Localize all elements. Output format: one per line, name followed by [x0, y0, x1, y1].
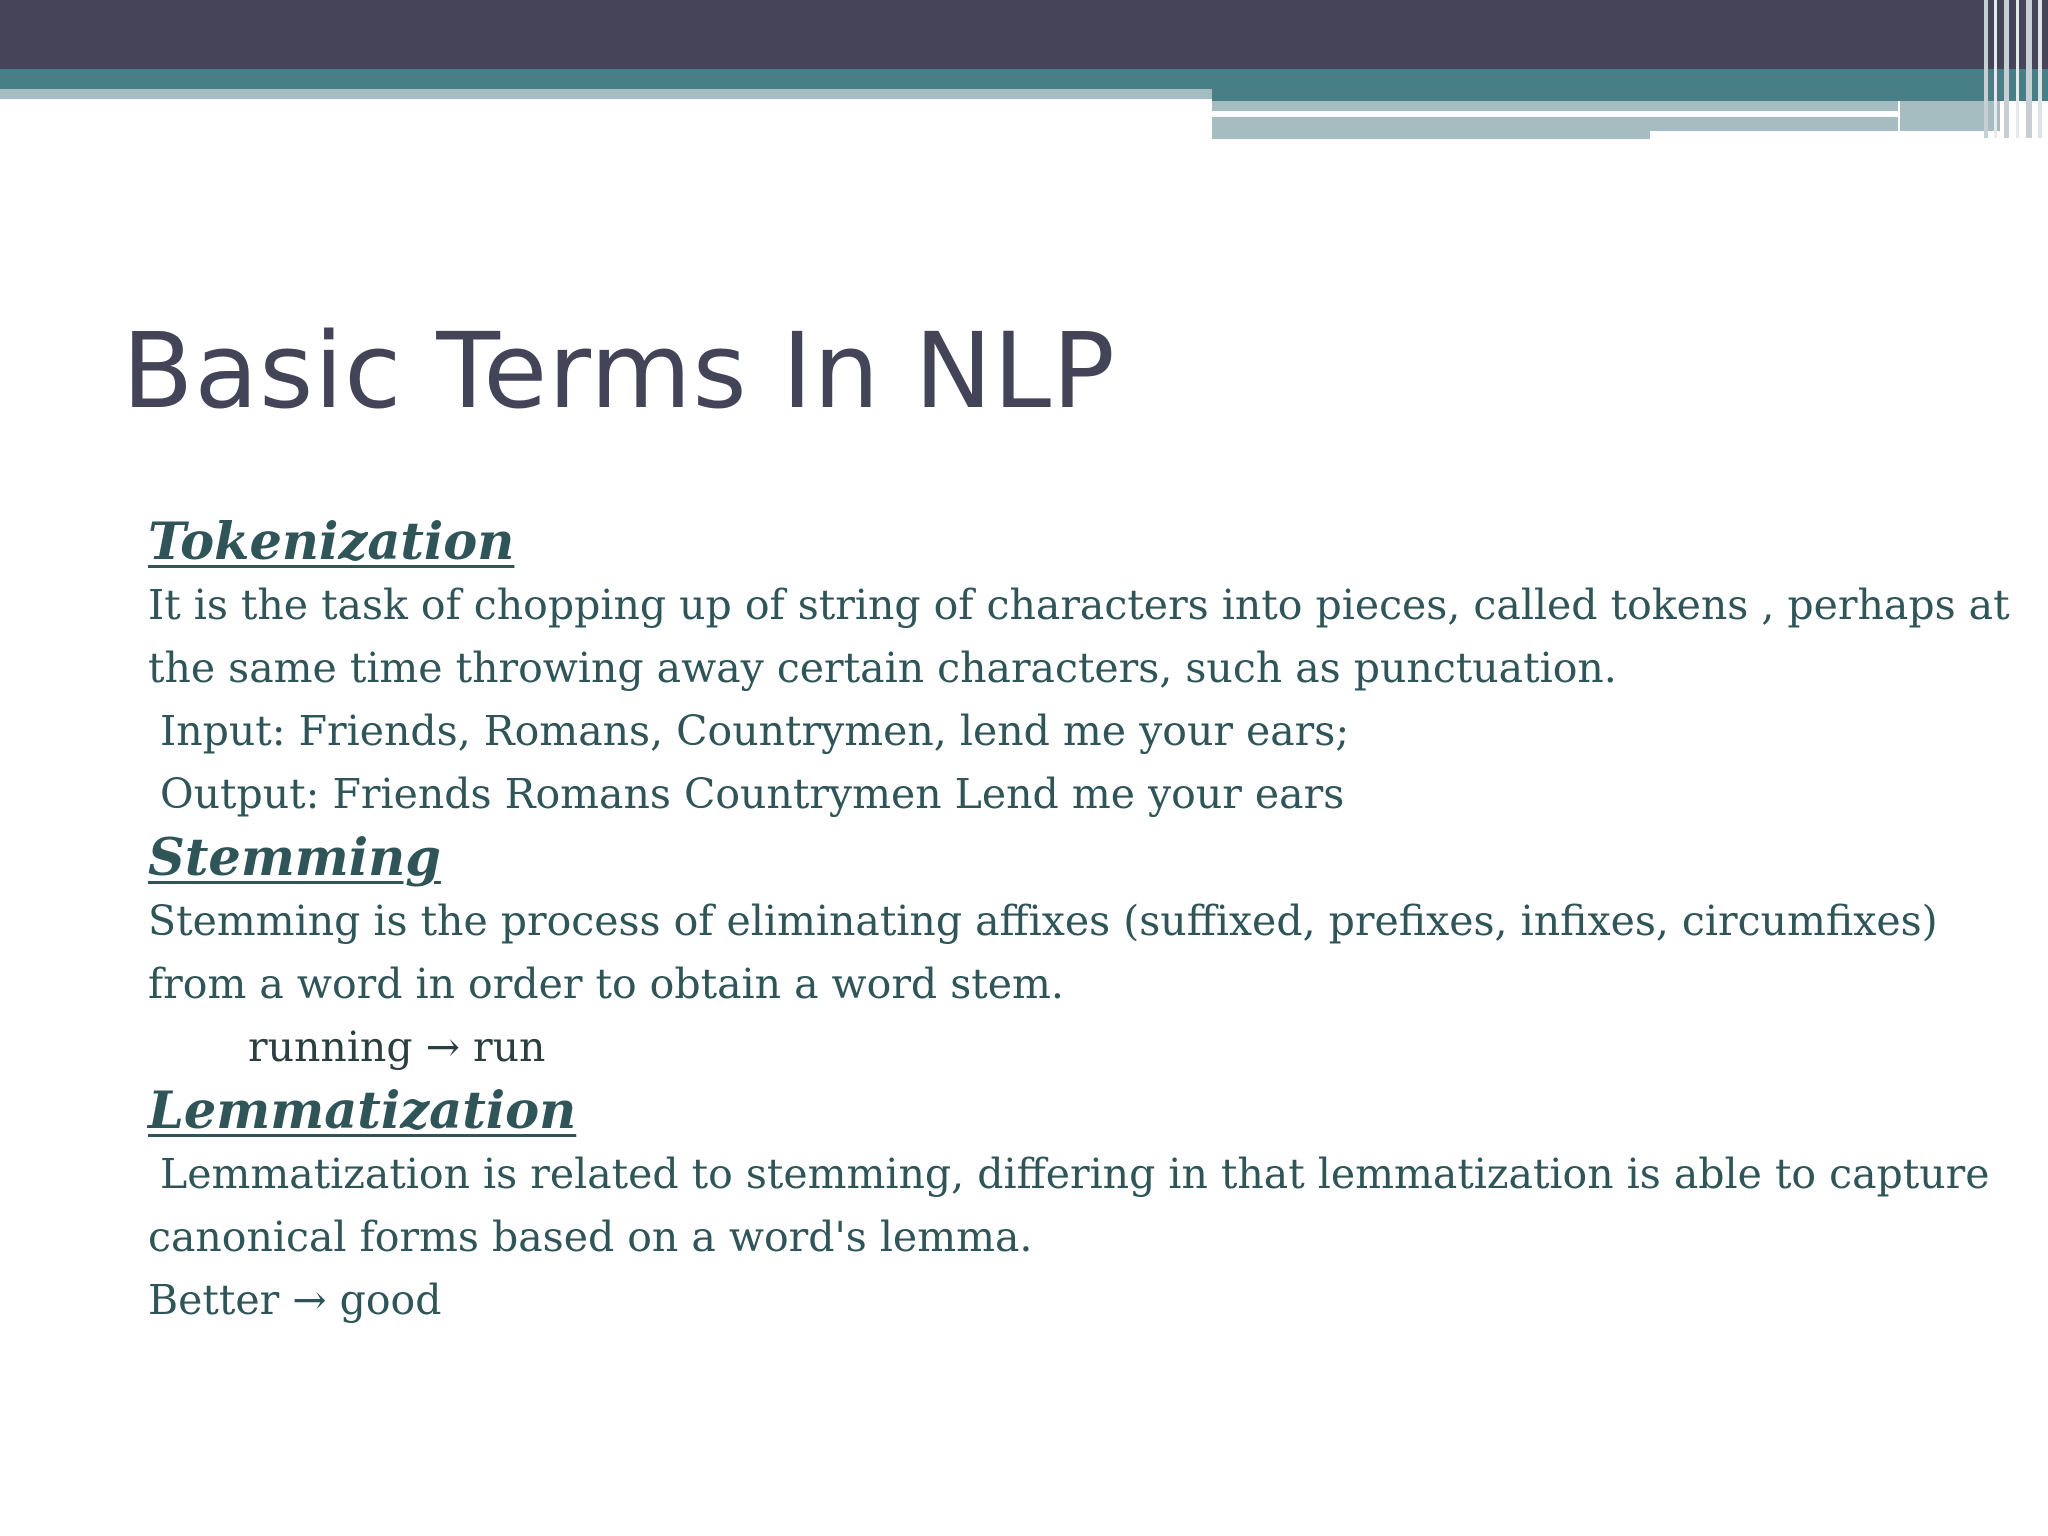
tokenization-output-example: Output: Friends Romans Countrymen Lend me your ears	[160, 770, 1345, 818]
header-band-teal-right	[1212, 69, 2048, 101]
lemmatization-example: Better → good	[148, 1276, 442, 1324]
stemming-example: running → run	[248, 1023, 546, 1071]
stemming-definition-line-1: Stemming is the process of eliminating affixes (suffixed, prefixes, infixes, circumfixes)	[148, 897, 1938, 945]
stemming-definition-line-2: from a word in order to obtain a word stem.	[148, 960, 1064, 1008]
heading-lemmatization: Lemmatization	[148, 1081, 577, 1141]
tokenization-input-example: Input: Friends, Romans, Countrymen, lend me your ears;	[160, 707, 1350, 755]
header-band-light-left	[0, 89, 1212, 99]
slide-title: Basic Terms In NLP	[122, 310, 1116, 432]
slide-body	[148, 510, 2010, 1332]
header-vertical-stripe	[2004, 0, 2009, 138]
header-band-teal-left	[0, 69, 1212, 89]
header-vertical-stripe	[1984, 0, 1988, 138]
lemmatization-definition-line-2: canonical forms based on a word's lemma.	[148, 1213, 1033, 1261]
header-vertical-stripe	[2038, 0, 2042, 138]
heading-tokenization: Tokenization	[148, 512, 515, 572]
header-white-gap	[1650, 131, 1900, 139]
header-vertical-stripe	[1994, 0, 1997, 138]
heading-stemming: Stemming	[148, 828, 441, 888]
tokenization-definition-line-2: the same time throwing away certain characters, such as punctuation.	[148, 644, 1617, 692]
header-vertical-stripe	[2026, 0, 2032, 138]
lemmatization-definition-line-1: Lemmatization is related to stemming, differing in that lemmatization is able to capture	[160, 1150, 1990, 1198]
header-vertical-stripe	[2016, 0, 2019, 138]
tokenization-definition-line-1: It is the task of chopping up of string of characters into pieces, called tokens , perhaps at	[148, 581, 2010, 629]
header-white-line	[1212, 111, 1898, 117]
header-band-dark	[0, 0, 2048, 69]
